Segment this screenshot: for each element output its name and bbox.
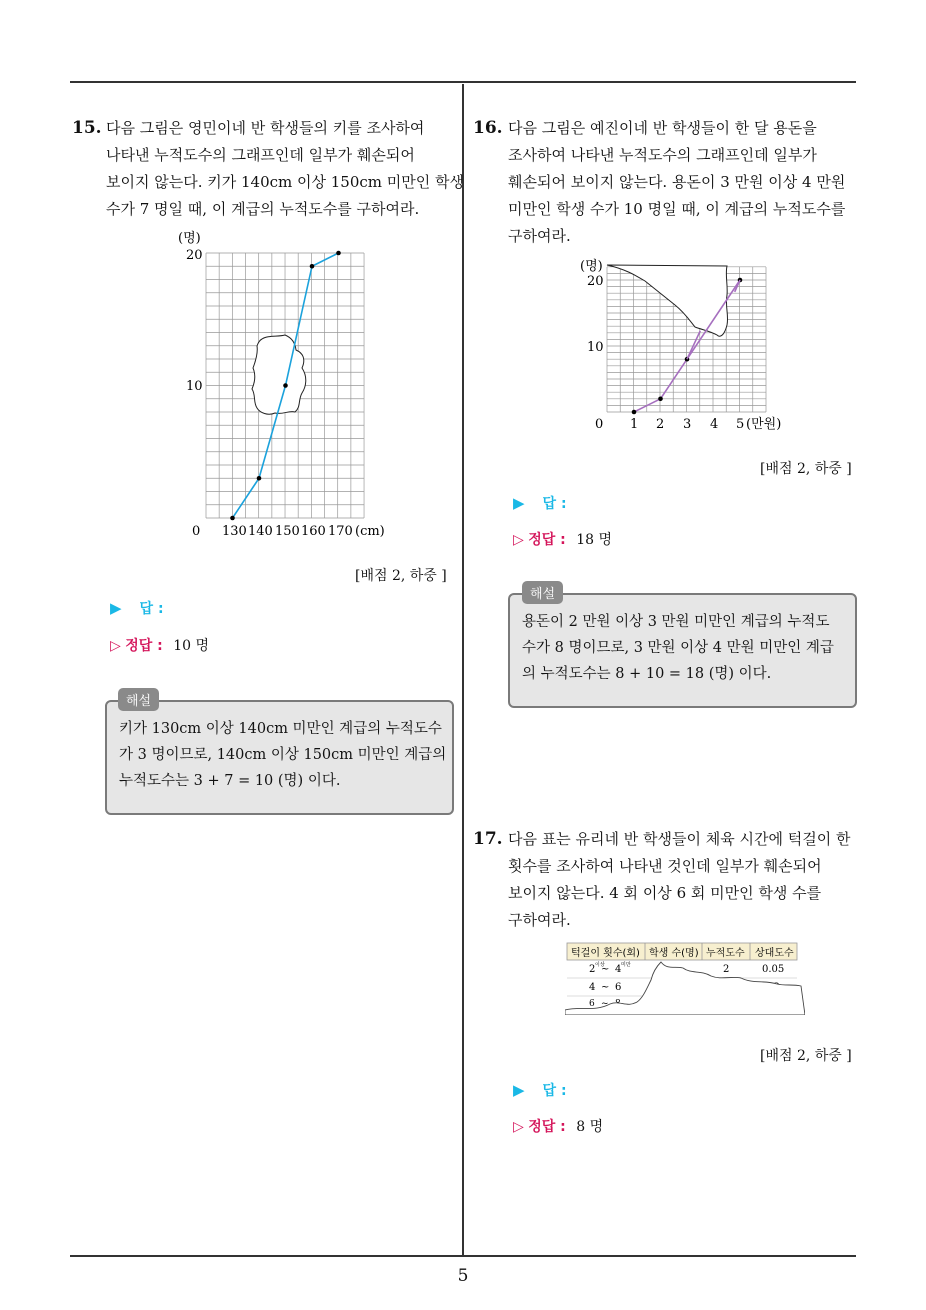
data-point <box>336 251 341 256</box>
question-line: 보이지 않는다. 4 회 이상 6 회 미만인 학생 수를 <box>508 884 822 902</box>
q16-explanation-box <box>508 593 857 708</box>
question-16-number: 16. <box>473 118 503 138</box>
question-line: 다음 표는 유리네 반 학생들이 체육 시간에 턱걸이 한 <box>508 830 851 848</box>
explain-line: 의 누적도수는 8 + 10 = 18 (명) 이다. <box>522 666 772 682</box>
table-cell-sup: 미만 <box>621 962 631 968</box>
y-tick: 10 <box>186 379 203 394</box>
question-line: 조사하여 나타낸 누적도수의 그래프인데 일부가 <box>508 146 817 164</box>
question-15-text <box>106 115 464 223</box>
y-tick: 10 <box>587 340 604 355</box>
question-line: 미만인 학생 수가 10 명일 때, 이 계급의 누적도수를 <box>508 200 846 218</box>
correct-label: 정답 : <box>528 1119 566 1135</box>
table-cell-sup: 이상 <box>595 962 605 968</box>
outline-triangle-icon: ▷ <box>513 532 524 548</box>
q15-cumulative-frequency-chart <box>170 225 410 545</box>
y-tick: 20 <box>186 248 203 263</box>
q16-explanation-tag: 해설 <box>522 581 563 604</box>
question-line: 구하여라. <box>508 911 571 929</box>
q15-score: [배점 2, 하중 ] <box>355 568 447 584</box>
x-tick: 2 <box>656 417 665 432</box>
table-header: 상대도수 <box>755 948 794 959</box>
table-cell: 0.05 <box>762 964 785 975</box>
data-point <box>257 476 262 481</box>
damaged-area <box>252 335 306 414</box>
question-line: 횟수를 조사하여 나타낸 것인데 일부가 훼손되어 <box>508 857 822 875</box>
table-cell: ~ <box>601 982 610 993</box>
data-point <box>283 383 288 388</box>
question-15-number: 15. <box>72 118 102 138</box>
q15-answer-row[interactable] <box>110 598 164 618</box>
table-header: 턱걸이 횟수(회) <box>571 948 640 959</box>
table-cell: 6 <box>615 982 622 993</box>
x-tick: 4 <box>710 417 719 432</box>
table-cell: 6 <box>589 999 595 1009</box>
series-segment <box>312 253 339 266</box>
play-icon: ▶ <box>513 1081 525 1099</box>
outline-triangle-icon: ▷ <box>110 638 121 654</box>
q15-correct-row <box>110 635 209 655</box>
x-tick: 150 <box>275 524 300 539</box>
page-number: 5 <box>457 1266 469 1286</box>
play-icon: ▶ <box>110 599 122 617</box>
correct-value: 10 명 <box>173 638 210 654</box>
x-tick: 160 <box>301 524 326 539</box>
question-line: 훼손되어 보이지 않는다. 용돈이 3 만원 이상 4 만원 <box>508 173 846 191</box>
series-segment <box>687 331 700 359</box>
question-line: 구하여라. <box>508 227 571 245</box>
table-cell: 2 <box>589 964 596 975</box>
correct-value: 18 명 <box>576 532 613 548</box>
explain-line: 가 3 명이므로, 140cm 이상 150cm 미만인 계급의 <box>119 747 447 763</box>
bottom-rule <box>70 1255 856 1257</box>
q16-score: [배점 2, 하중 ] <box>760 461 852 477</box>
table-header: 누적도수 <box>706 948 745 959</box>
answer-label: 답 : <box>542 496 567 512</box>
data-point <box>230 516 235 521</box>
question-line: 다음 그림은 예진이네 반 학생들이 한 달 용돈을 <box>508 119 817 137</box>
q15-explanation-tag: 해설 <box>118 688 159 711</box>
q17-answer-row[interactable] <box>513 1080 567 1100</box>
explain-line: 키가 130cm 이상 140cm 미만인 계급의 누적도수 <box>119 721 442 737</box>
answer-label: 답 : <box>542 1083 567 1099</box>
data-point <box>310 264 315 269</box>
table-cell: ~ <box>601 964 610 975</box>
x-unit: (만원) <box>746 417 782 432</box>
correct-label: 정답 : <box>528 532 566 548</box>
question-line: 보이지 않는다. 키가 140cm 이상 150cm 미만인 학생 <box>106 173 465 191</box>
table-cell: ~ <box>601 999 609 1009</box>
x-tick: 1 <box>630 417 639 432</box>
question-16-text <box>508 115 845 250</box>
y-tick: 0 <box>192 524 201 539</box>
table-cell: 4 <box>615 964 622 975</box>
x-tick: 3 <box>683 417 692 432</box>
y-unit: (명) <box>178 231 201 246</box>
correct-label: 정답 : <box>125 638 163 654</box>
explain-line: 용돈이 2 만원 이상 3 만원 미만인 계급의 누적도 <box>522 614 830 630</box>
x-tick: 5 <box>736 417 745 432</box>
q17-score: [배점 2, 하중 ] <box>760 1048 852 1064</box>
x-tick: 130 <box>222 524 247 539</box>
column-divider <box>462 84 464 1256</box>
top-rule <box>70 81 856 83</box>
q16-cumulative-frequency-chart <box>575 255 805 440</box>
q17-correct-row <box>513 1116 603 1136</box>
table-cell: 4 <box>589 982 596 993</box>
y-unit: (명) <box>580 259 603 274</box>
answer-label: 답 : <box>139 601 164 617</box>
y-tick: 20 <box>587 274 604 289</box>
question-line: 나타낸 누적도수의 그래프인데 일부가 훼손되어 <box>106 146 415 164</box>
q16-correct-row <box>513 529 612 549</box>
play-icon: ▶ <box>513 494 525 512</box>
x-tick: 0 <box>595 417 604 432</box>
outline-triangle-icon: ▷ <box>513 1119 524 1135</box>
explain-line: 누적도수는 3 + 7 = 10 (명) 이다. <box>119 773 341 789</box>
question-17-text <box>508 826 850 934</box>
data-point <box>658 397 663 402</box>
q17-frequency-table <box>565 940 805 1015</box>
question-line: 수가 7 명일 때, 이 계급의 누적도수를 구하여라. <box>106 200 420 218</box>
x-tick: 140 <box>248 524 273 539</box>
data-point <box>632 410 637 415</box>
x-tick: 170 <box>328 524 353 539</box>
table-cell: 2 <box>723 964 730 975</box>
q15-explanation-box <box>105 700 454 815</box>
q16-answer-row[interactable] <box>513 493 567 513</box>
correct-value: 8 명 <box>576 1119 604 1135</box>
question-line: 다음 그림은 영민이네 반 학생들의 키를 조사하여 <box>106 119 425 137</box>
explain-line: 수가 8 명이므로, 3 만원 이상 4 만원 미만인 계급 <box>522 640 834 656</box>
question-17-number: 17. <box>473 829 503 849</box>
x-unit: (cm) <box>355 524 385 539</box>
table-header: 학생 수(명) <box>649 948 699 959</box>
